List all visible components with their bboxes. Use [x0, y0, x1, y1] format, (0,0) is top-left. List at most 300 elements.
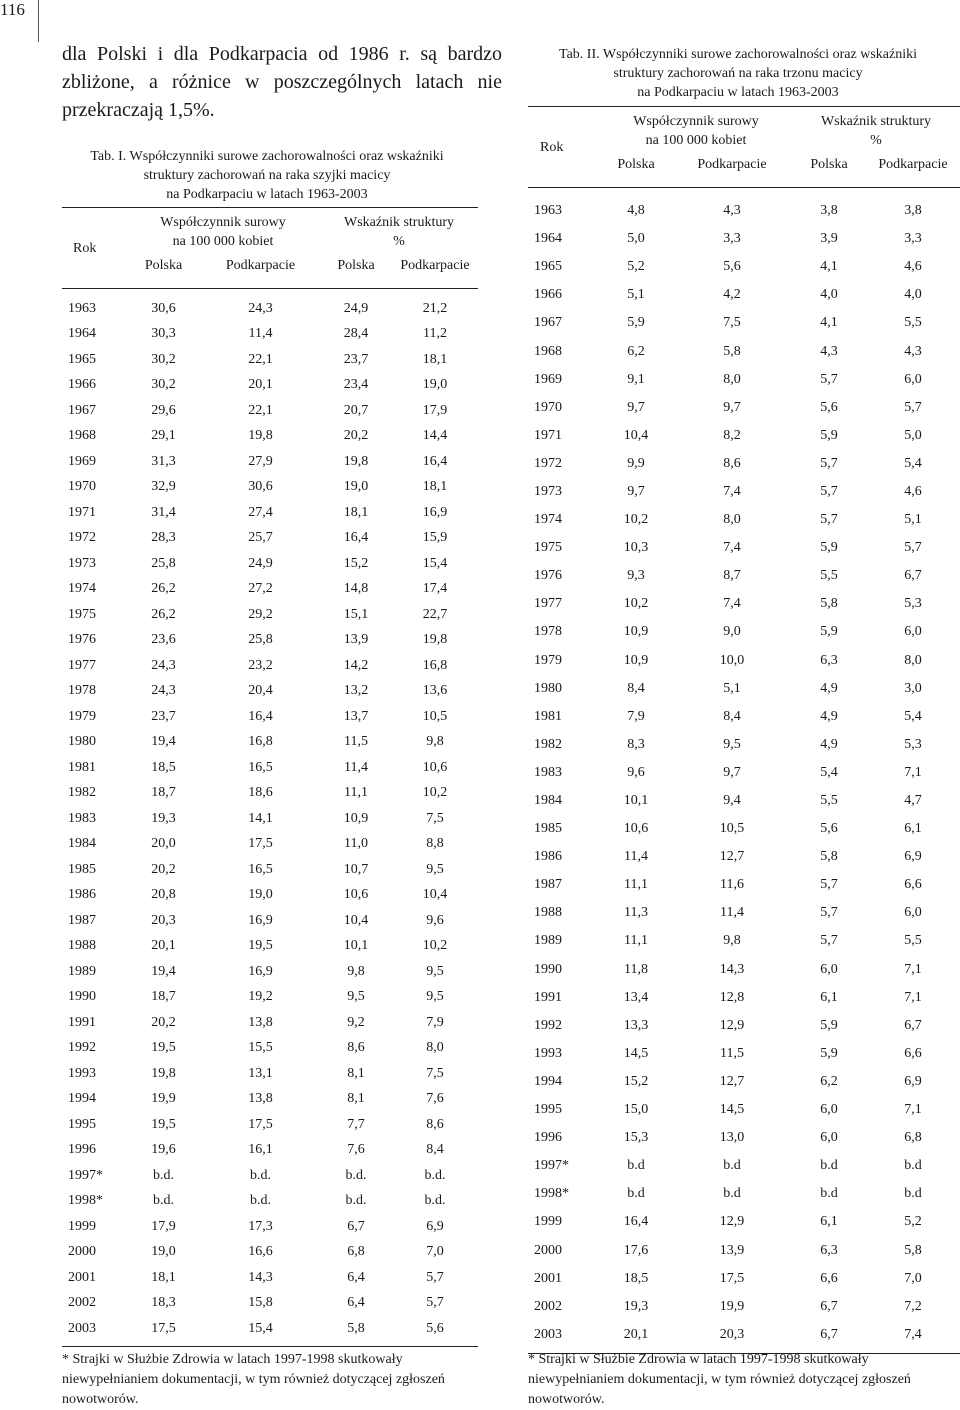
value-cell: 5,9	[820, 1017, 838, 1033]
value-cell: 5,7	[820, 455, 838, 471]
value-cell: b.d.	[345, 1167, 367, 1183]
value-cell: 8,7	[723, 568, 741, 584]
year-cell: 1989	[68, 963, 96, 979]
table-row	[528, 1124, 960, 1152]
value-cell: 5,3	[904, 596, 922, 612]
table-row	[528, 394, 960, 422]
table-row	[528, 927, 960, 955]
table-row	[528, 450, 960, 478]
table2-header-crude-line2: na 100 000 kobiet	[645, 133, 747, 148]
value-cell: 5,7	[904, 399, 922, 415]
value-cell: 23,4	[343, 377, 369, 393]
table-row	[62, 1240, 478, 1266]
value-cell: 8,8	[426, 836, 444, 852]
value-cell: b.d.	[153, 1193, 174, 1209]
year-cell: 1973	[534, 483, 562, 499]
year-cell: 1975	[68, 606, 96, 622]
value-cell: 19,0	[343, 479, 369, 495]
value-cell: 3,8	[866, 188, 960, 226]
value-cell: 8,4	[426, 1142, 444, 1158]
value-cell: 20,2	[151, 1014, 176, 1030]
value-cell: 14,5	[719, 1102, 745, 1118]
table-row	[62, 959, 478, 985]
value-cell: 19,8	[151, 1065, 176, 1081]
value-cell: 8,4	[627, 680, 645, 696]
value-cell: 5,9	[820, 540, 838, 556]
table-row	[62, 806, 478, 832]
table2-header-struct	[792, 107, 960, 151]
table-row	[528, 1293, 960, 1321]
year-cell: 1989	[534, 933, 562, 949]
value-cell: 30,6	[248, 479, 273, 495]
value-cell: 10,1	[343, 938, 369, 954]
value-cell: 5,7	[820, 933, 838, 949]
value-cell: 7,9	[627, 708, 645, 724]
value-cell: 5,5	[820, 568, 838, 584]
value-cell: 5,6	[392, 1316, 478, 1346]
year-cell: 1999	[68, 1218, 96, 1234]
table1-header-podkarpacie: Podkarpacie	[225, 258, 296, 273]
value-cell: 6,0	[904, 624, 922, 640]
table-row	[62, 1138, 478, 1164]
table1-header-struct	[320, 208, 478, 252]
year-cell: 2000	[68, 1244, 96, 1260]
year-cell: 1967	[68, 402, 96, 418]
value-cell: 5,7	[426, 1295, 444, 1311]
value-cell: 19,0	[248, 887, 273, 903]
table-row	[528, 590, 960, 618]
year-cell: 1984	[68, 836, 96, 852]
table2-header-struct-line2: %	[870, 133, 882, 148]
value-cell: 24,3	[201, 289, 320, 322]
year-cell: 1990	[68, 989, 96, 1005]
value-cell: 20,1	[151, 938, 176, 954]
year-cell: 1992	[534, 1017, 562, 1033]
value-cell: b.d	[627, 1186, 645, 1202]
table2-header-podkarpacie: Podkarpacie	[878, 157, 948, 172]
value-cell: 13,4	[623, 989, 649, 1005]
table2-header-rok: Rok	[540, 139, 564, 155]
table-row	[528, 225, 960, 253]
value-cell: 22,1	[248, 351, 273, 367]
value-cell: 19,2	[248, 989, 273, 1005]
value-cell: 5,7	[426, 1269, 444, 1285]
value-cell: 4,3	[820, 343, 838, 359]
value-cell: 19,3	[623, 1298, 649, 1314]
value-cell: b.d	[904, 1158, 922, 1174]
year-cell: 1964	[534, 231, 562, 247]
value-cell: 32,9	[151, 479, 176, 495]
value-cell: 6,6	[904, 877, 922, 893]
year-cell: 1969	[68, 453, 96, 469]
value-cell: 6,2	[820, 1073, 838, 1089]
value-cell: 25,8	[151, 555, 176, 571]
value-cell: 11,3	[624, 905, 648, 921]
value-cell: 4,1	[820, 315, 838, 331]
value-cell: 20,2	[343, 428, 369, 444]
table1-header-crude-line2: na 100 000 kobiet	[172, 234, 274, 249]
value-cell: 15,3	[623, 1130, 649, 1146]
table-row	[528, 281, 960, 309]
value-cell: 20,2	[151, 861, 176, 877]
table-row	[62, 347, 478, 373]
value-cell: 27,2	[248, 581, 273, 597]
year-cell: 1980	[68, 734, 96, 750]
value-cell: 9,7	[627, 399, 645, 415]
value-cell: 29,2	[248, 606, 273, 622]
value-cell: 4,0	[904, 287, 922, 303]
value-cell: 5,9	[820, 624, 838, 640]
value-cell: 29,6	[151, 402, 176, 418]
value-cell: 5,6	[820, 399, 838, 415]
value-cell: 19,8	[422, 632, 448, 648]
value-cell: 4,7	[904, 793, 922, 809]
table-row	[62, 1036, 478, 1062]
value-cell: 10,6	[343, 887, 369, 903]
value-cell: 4,6	[904, 483, 922, 499]
page-number: 116	[0, 0, 25, 19]
value-cell: 30,2	[151, 377, 176, 393]
value-cell: 6,7	[792, 1321, 866, 1354]
value-cell: 6,2	[627, 343, 645, 359]
value-cell: 20,4	[248, 683, 273, 699]
table-row	[62, 602, 478, 628]
year-cell: 1966	[534, 287, 562, 303]
table1-body	[62, 289, 478, 1347]
value-cell: 13,9	[343, 632, 369, 648]
value-cell: 11,0	[344, 836, 368, 852]
value-cell: 8,1	[347, 1091, 365, 1107]
value-cell: 6,4	[347, 1269, 365, 1285]
value-cell: 7,4	[723, 540, 741, 556]
table1-header-struct-line1: Wskaźnik struktury	[343, 215, 455, 230]
value-cell: 14,2	[343, 657, 369, 673]
value-cell: 18,1	[151, 1269, 176, 1285]
value-cell: 19,3	[151, 810, 176, 826]
table-row	[62, 1214, 478, 1240]
table-row	[62, 704, 478, 730]
table1-caption	[64, 147, 470, 204]
value-cell: 5,9	[820, 427, 838, 443]
value-cell: 9,8	[426, 734, 444, 750]
value-cell: 16,9	[248, 963, 273, 979]
value-cell: 5,4	[820, 764, 838, 780]
value-cell: 19,5	[151, 1116, 176, 1132]
value-cell: 9,7	[627, 483, 645, 499]
value-cell: 20,3	[672, 1321, 792, 1354]
value-cell: 28,3	[151, 530, 176, 546]
year-cell: 1990	[534, 961, 562, 977]
year-cell: 1983	[534, 764, 562, 780]
year-cell: 1971	[534, 427, 562, 443]
value-cell: 19,0	[151, 1244, 176, 1260]
table2-header-polska: Polska	[810, 157, 848, 172]
year-cell: 1981	[534, 708, 562, 724]
year-cell: 1987	[68, 912, 96, 928]
value-cell: 8,0	[723, 512, 741, 528]
year-cell: 1974	[534, 512, 562, 528]
value-cell: 4,1	[820, 259, 838, 275]
value-cell: b.d	[904, 1186, 922, 1202]
value-cell: 9,6	[627, 764, 645, 780]
value-cell: 6,6	[904, 1045, 922, 1061]
table-row	[62, 551, 478, 577]
value-cell: b.d.	[250, 1193, 271, 1209]
value-cell: 8,0	[723, 371, 741, 387]
value-cell: 9,8	[347, 963, 365, 979]
value-cell: 6,1	[820, 1214, 838, 1230]
value-cell: 15,8	[248, 1295, 273, 1311]
table-row	[528, 366, 960, 394]
value-cell: 14,1	[248, 810, 273, 826]
value-cell: 5,4	[904, 455, 922, 471]
value-cell: 6,0	[904, 905, 922, 921]
value-cell: 14,4	[422, 428, 448, 444]
value-cell: 15,9	[422, 530, 448, 546]
table-row	[528, 815, 960, 843]
value-cell: 16,4	[422, 453, 448, 469]
value-cell: 15,2	[343, 555, 369, 571]
value-cell: 9,5	[723, 736, 741, 752]
value-cell: 22,1	[248, 402, 273, 418]
value-cell: 23,6	[151, 632, 176, 648]
value-cell: 3,0	[904, 680, 922, 696]
value-cell: 9,8	[723, 933, 741, 949]
table-row	[62, 679, 478, 705]
value-cell: 10,4	[422, 887, 448, 903]
value-cell: 7,6	[426, 1091, 444, 1107]
value-cell: 13,2	[343, 683, 369, 699]
year-cell: 1992	[68, 1040, 96, 1056]
value-cell: 10,2	[422, 785, 448, 801]
table2-caption	[528, 45, 948, 102]
value-cell: 19,4	[151, 734, 176, 750]
value-cell: 10,3	[623, 540, 649, 556]
value-cell: 13,8	[248, 1014, 273, 1030]
year-cell: 1997*	[534, 1158, 569, 1174]
table-row	[528, 1180, 960, 1208]
year-cell: 1985	[68, 861, 96, 877]
table-row	[528, 899, 960, 927]
table2-header-crude-line1: Współczynnik surowy	[633, 114, 759, 129]
value-cell: 3,9	[820, 231, 838, 247]
table-row	[62, 908, 478, 934]
value-cell: 15,5	[248, 1040, 273, 1056]
value-cell: 5,7	[820, 905, 838, 921]
value-cell: 9,2	[347, 1014, 365, 1030]
value-cell: 10,2	[422, 938, 448, 954]
table-row	[528, 984, 960, 1012]
value-cell: 9,5	[426, 861, 444, 877]
value-cell: 16,4	[623, 1214, 649, 1230]
value-cell: 14,3	[248, 1269, 273, 1285]
value-cell: 9,7	[723, 764, 741, 780]
year-cell: 1979	[534, 652, 562, 668]
value-cell: 14,3	[719, 961, 745, 977]
value-cell: 5,5	[820, 793, 838, 809]
value-cell: 7,5	[723, 315, 741, 331]
table-row	[528, 534, 960, 562]
value-cell: 17,3	[248, 1218, 273, 1234]
table-row	[528, 506, 960, 534]
value-cell: 20,0	[151, 836, 176, 852]
table-row	[62, 985, 478, 1011]
value-cell: 6,6	[820, 1270, 838, 1286]
value-cell: 9,0	[723, 624, 741, 640]
year-cell: 1988	[534, 905, 562, 921]
table-row	[528, 731, 960, 759]
value-cell: 18,5	[151, 759, 176, 775]
value-cell: 17,5	[248, 1116, 273, 1132]
year-cell: 1978	[534, 624, 562, 640]
value-cell: 7,1	[904, 961, 922, 977]
value-cell: 13,9	[719, 1242, 745, 1258]
value-cell: 7,5	[426, 810, 444, 826]
year-cell: 1995	[534, 1102, 562, 1118]
table1-header-crude-line1: Współczynnik surowy	[160, 215, 286, 230]
table1-header-struct-line2: %	[393, 234, 405, 249]
value-cell: 17,9	[151, 1218, 176, 1234]
value-cell: 12,7	[719, 849, 745, 865]
value-cell: 24,3	[151, 683, 176, 699]
value-cell: 11,2	[423, 326, 447, 342]
value-cell: 17,5	[126, 1316, 201, 1346]
value-cell: 18,1	[422, 479, 448, 495]
value-cell: 4,6	[904, 259, 922, 275]
value-cell: 6,3	[820, 1242, 838, 1258]
table-row	[62, 1163, 478, 1189]
value-cell: 14,5	[623, 1045, 649, 1061]
year-cell: 2002	[68, 1295, 96, 1311]
table1	[62, 207, 478, 1347]
page-number-rule	[38, 0, 39, 42]
value-cell: 5,8	[320, 1316, 392, 1346]
table1-header-polska: Polska	[337, 258, 375, 273]
value-cell: b.d.	[250, 1167, 271, 1183]
value-cell: 30,2	[151, 351, 176, 367]
table-row	[528, 759, 960, 787]
value-cell: 20,3	[151, 912, 176, 928]
value-cell: 11,8	[624, 961, 648, 977]
value-cell: 5,4	[904, 708, 922, 724]
value-cell: 7,1	[904, 764, 922, 780]
value-cell: 11,6	[720, 877, 744, 893]
value-cell: 8,6	[723, 455, 741, 471]
table2-header-crude	[600, 107, 792, 151]
value-cell: 6,3	[820, 652, 838, 668]
value-cell: 30,3	[151, 326, 176, 342]
year-cell: 2000	[534, 1242, 562, 1258]
value-cell: 3,3	[904, 231, 922, 247]
table-row	[62, 781, 478, 807]
value-cell: 16,4	[248, 708, 273, 724]
value-cell: 16,9	[248, 912, 273, 928]
year-cell: 1977	[68, 657, 96, 673]
value-cell: 26,2	[151, 581, 176, 597]
table-row	[62, 1112, 478, 1138]
value-cell: 11,5	[720, 1045, 744, 1061]
value-cell: 8,2	[723, 427, 741, 443]
value-cell: 13,1	[248, 1065, 273, 1081]
value-cell: 12,7	[719, 1073, 745, 1089]
value-cell: 19,0	[422, 377, 448, 393]
value-cell: 17,9	[422, 402, 448, 418]
value-cell: 19,5	[248, 938, 273, 954]
table-row	[528, 618, 960, 646]
table-row	[62, 322, 478, 348]
value-cell: 11,1	[624, 877, 648, 893]
value-cell: 13,8	[248, 1091, 273, 1107]
table-row	[528, 309, 960, 337]
value-cell: 7,1	[904, 1102, 922, 1118]
table-row	[528, 422, 960, 450]
value-cell: 6,8	[347, 1244, 365, 1260]
table-row	[528, 1068, 960, 1096]
value-cell: 19,8	[343, 453, 369, 469]
table2-caption-line: struktury zachorowań na raka trzonu macicy	[613, 66, 863, 81]
value-cell: 13,0	[719, 1130, 745, 1146]
value-cell: 5,1	[627, 287, 645, 303]
table1-caption-line: struktury zachorowań na raka szyjki macicy	[143, 168, 391, 183]
value-cell: 6,4	[347, 1295, 365, 1311]
value-cell: 5,0	[627, 231, 645, 247]
year-cell: 1988	[68, 938, 96, 954]
value-cell: 23,2	[248, 657, 273, 673]
value-cell: 4,3	[904, 343, 922, 359]
year-cell: 1983	[68, 810, 96, 826]
year-cell: 1994	[534, 1073, 562, 1089]
value-cell: 13,3	[623, 1017, 649, 1033]
value-cell: 13,7	[343, 708, 369, 724]
value-cell: 5,8	[820, 849, 838, 865]
value-cell: 7,9	[426, 1014, 444, 1030]
table-row	[528, 1012, 960, 1040]
value-cell: 24,9	[320, 289, 392, 322]
value-cell: 18,3	[151, 1295, 176, 1311]
year-cell: 1986	[534, 849, 562, 865]
value-cell: 4,9	[820, 708, 838, 724]
value-cell: 7,0	[904, 1270, 922, 1286]
table-row	[528, 1040, 960, 1068]
table-row	[62, 730, 478, 756]
value-cell: 24,3	[151, 657, 176, 673]
table2-caption-line: Tab. II. Współczynniki surowe zachorowalności oraz wskaźniki	[559, 47, 917, 62]
value-cell: 7,2	[904, 1298, 922, 1314]
year-cell: 1978	[68, 683, 96, 699]
value-cell: 10,9	[623, 652, 649, 668]
value-cell: 7,6	[347, 1142, 365, 1158]
year-cell: 1973	[68, 555, 96, 571]
value-cell: b.d.	[424, 1167, 446, 1183]
year-cell: 1998*	[68, 1193, 103, 1209]
table2-body	[528, 188, 960, 1354]
table-row	[528, 188, 960, 226]
year-cell: 1994	[68, 1091, 96, 1107]
value-cell: 6,9	[426, 1218, 444, 1234]
value-cell: 8,4	[723, 708, 741, 724]
value-cell: 15,0	[623, 1102, 649, 1118]
value-cell: 23,7	[151, 708, 176, 724]
value-cell: 10,4	[343, 912, 369, 928]
value-cell: 20,1	[600, 1321, 672, 1354]
value-cell: 8,0	[426, 1040, 444, 1056]
value-cell: 7,4	[866, 1321, 960, 1354]
intro-paragraph: dla Polski i dla Podkarpacia od 1986 r. są bardzo zbliżone, a różnice w poszczególnych latach nie przekraczają 1,5%.	[62, 43, 502, 121]
table-row	[62, 883, 478, 909]
value-cell: 4,8	[600, 188, 672, 226]
value-cell: 5,5	[904, 315, 922, 331]
value-cell: 19,9	[719, 1298, 745, 1314]
